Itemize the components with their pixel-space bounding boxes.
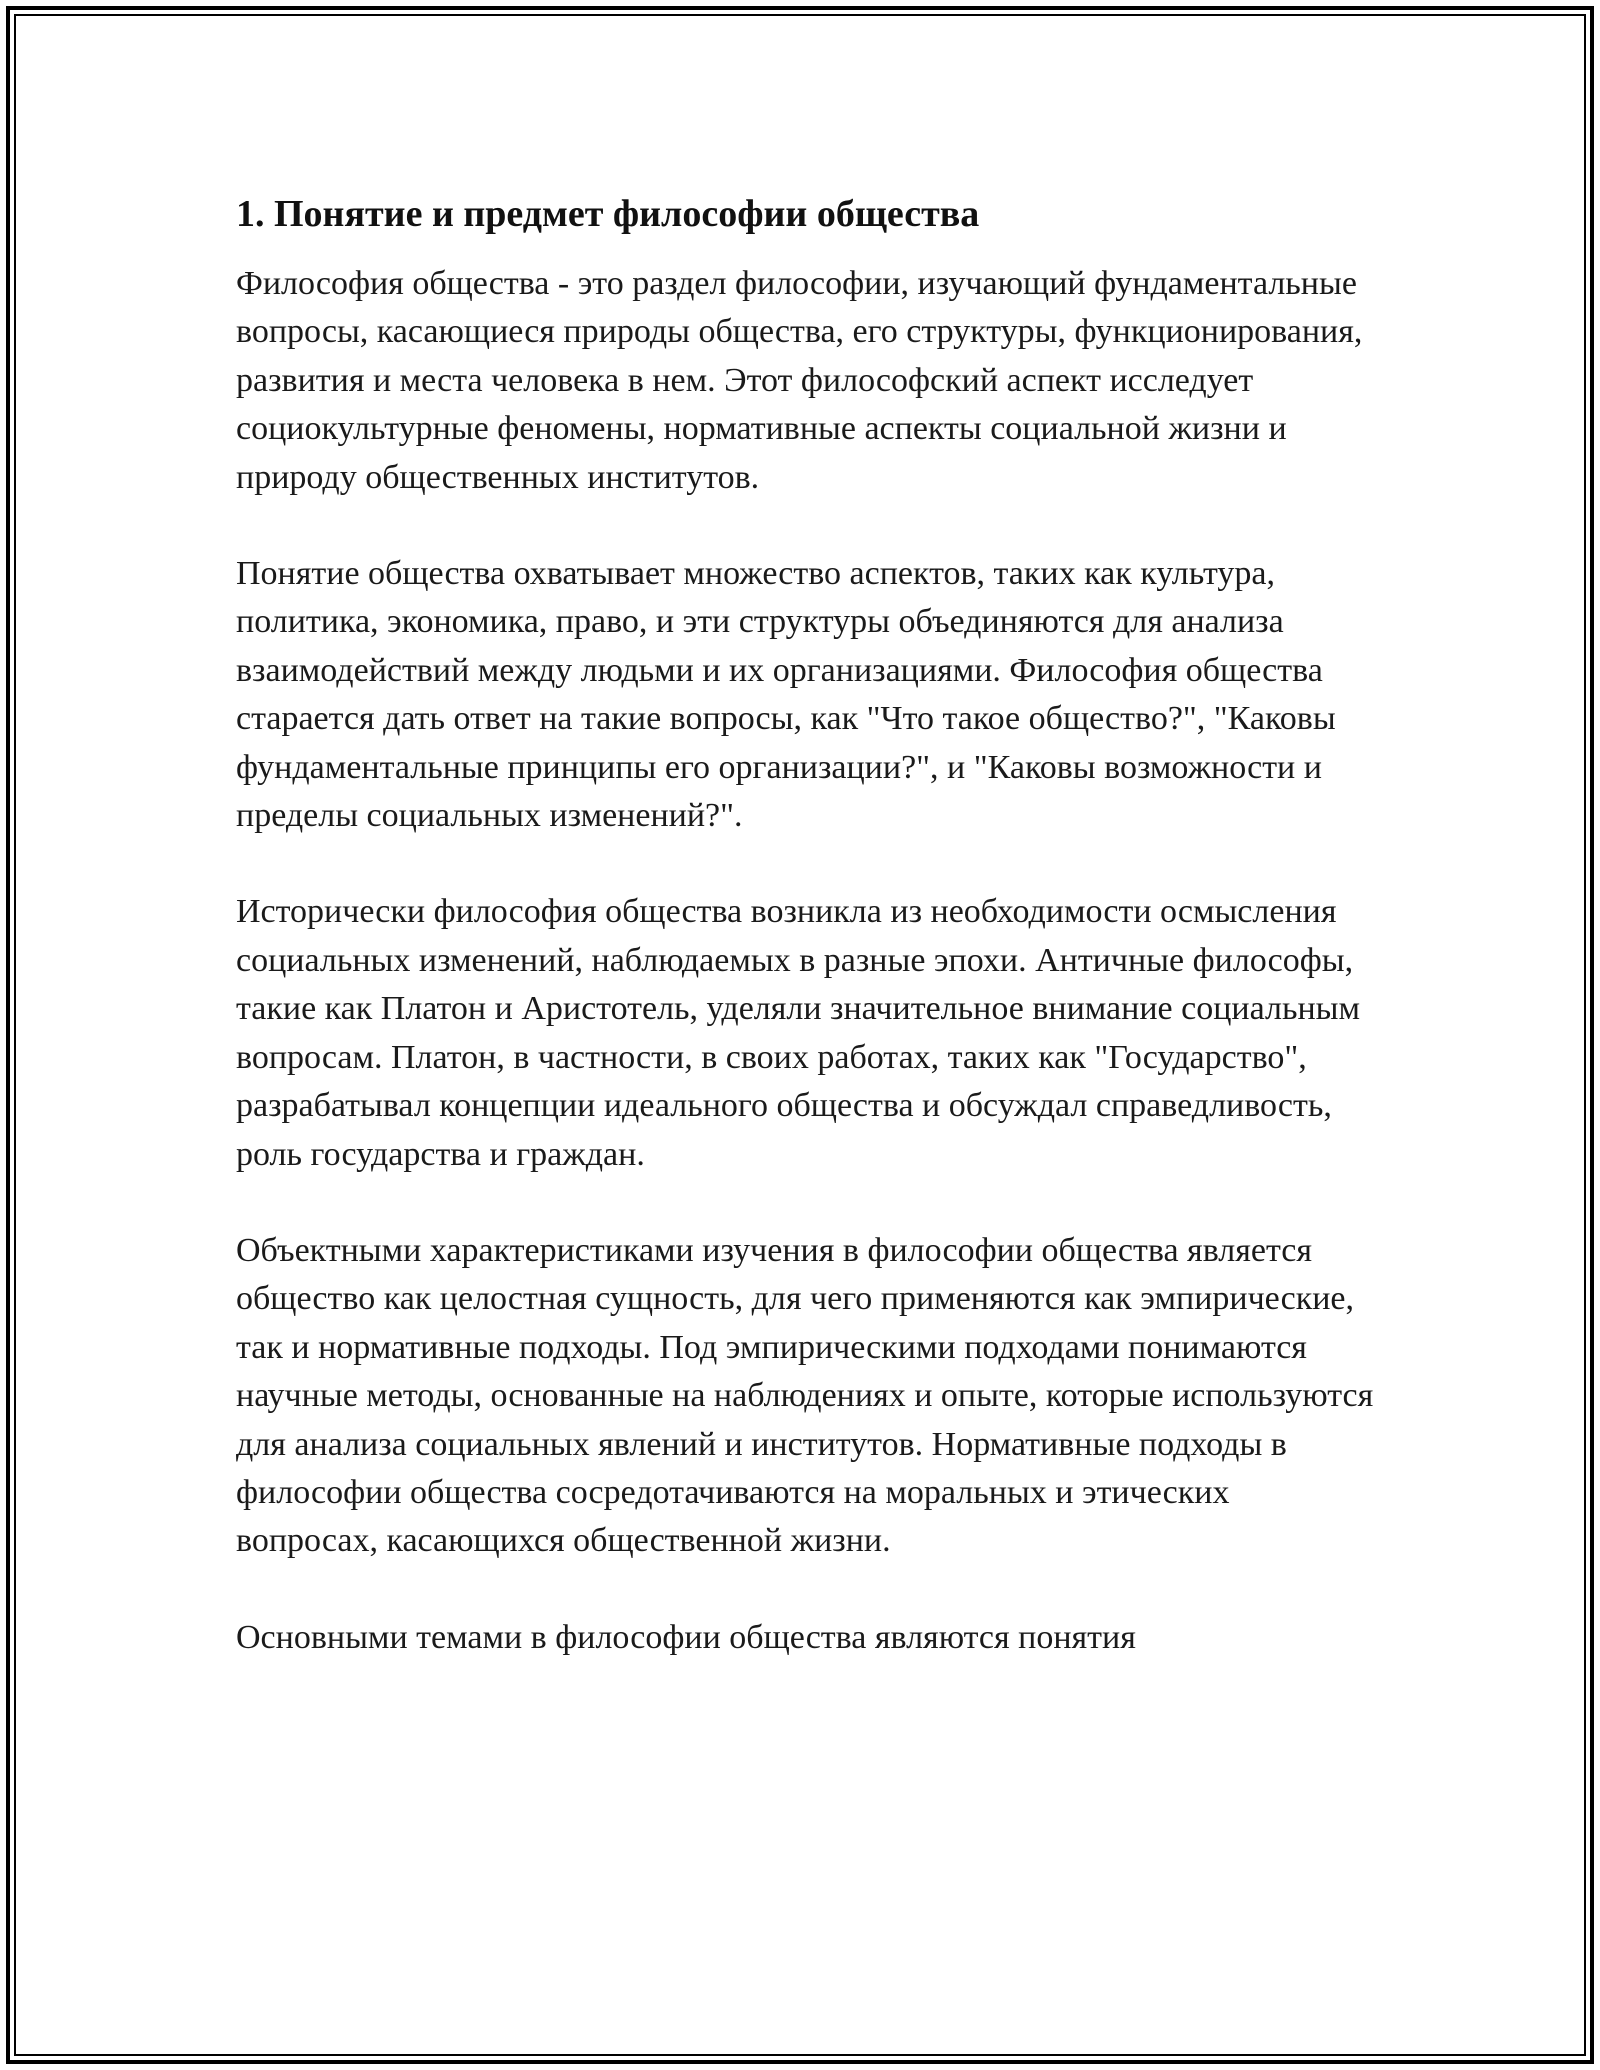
paragraph-themes: Основными темами в философии общества являются понятия <box>236 1618 1136 1656</box>
document-body <box>236 188 1376 1710</box>
paragraph-concept: Понятие общества охватывает множество аспектов, таких как культура, политика, экономика, право, и эти структуры объединяются для анализа взаимодействий между людьми и их организациями. Философия общества старается дать ответ на такие вопросы, как "Что такое общество?", "Каковы фундаментальные принципы его организации?", и "Каковы возможности и пределы социальных изменений?". <box>236 555 1336 835</box>
paragraph-history: Исторически философия общества возникла из необходимости осмысления социальных изменений, наблюдаемых в разные эпохи. Античные философы, такие как Платон и Аристотель, уделяли значительное внимание социальным вопросам. Платон, в частности, в своих работах, таких как "Государство", разрабатывал концепции идеального общества и обсуждал справедливость, роль государства и граждан. <box>236 893 1361 1173</box>
paragraph-definition: Философия общества - это раздел философии, изучающий фундаментальные вопросы, касающиеся природы общества, его структуры, функционирования, развития и места человека в нем. Этот философский аспект исследует социокультурные феномены, нормативные аспекты социальной жизни и природу общественных институтов. <box>236 265 1363 496</box>
paragraph-object: Объектными характеристиками изучения в философии общества является общество как целостная сущность, для чего применяются как эмпирические, так и нормативные подходы. Под эмпирическими подходами понимаются научные методы, основанные на наблюдениях и опыте, которые используются для анализа социальных явлений и институтов. Нормативные подходы в философии общества сосредотачиваются на моральных и этических вопросах, касающихся общественной жизни. <box>236 1231 1374 1560</box>
section-heading: 1. Понятие и предмет философии общества <box>236 193 980 235</box>
